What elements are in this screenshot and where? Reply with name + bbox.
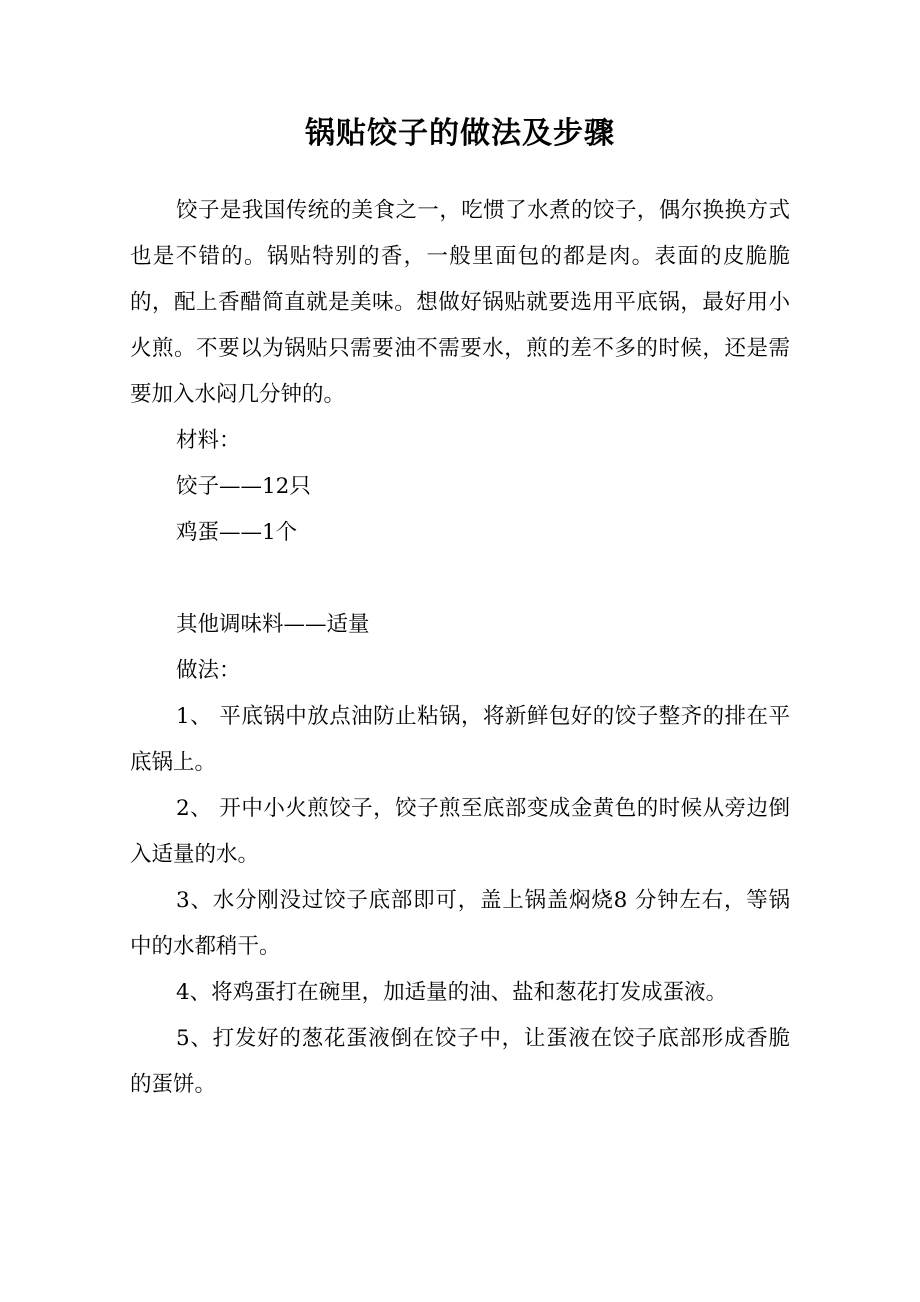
step-item: 5、打发好的葱花蛋液倒在饺子中，让蛋液在饺子底部形成香脆的蛋饼。: [130, 1026, 790, 1097]
document-title: 锅贴饺子的做法及步骤: [305, 116, 615, 151]
step-item: 4、将鸡蛋打在碗里，加适量的油、盐和葱花打发成蛋液。: [176, 980, 728, 1005]
step-item: 3、水分刚没过饺子底部即可，盖上锅盖焖烧8 分钟左右，等锅中的水都稍干。: [130, 888, 790, 959]
intro-paragraph: 饺子是我国传统的美食之一，吃惯了水煮的饺子，偶尔换换方式也是不错的。锅贴特别的香，一般里面包的都是肉。表面的皮脆脆的，配上香醋简直就是美味。想做好锅贴就要选用平底锅，最好用小火煎。不要以为锅贴只需要油不需要水，煎的差不多的时候，还是需要加入水闷几分钟的。: [130, 198, 790, 407]
method-heading: 做法：: [176, 658, 241, 683]
ingredients-heading: 材料：: [176, 428, 241, 453]
step-item: 2、 开中小火煎饺子，饺子煎至底部变成金黄色的时候从旁边倒入适量的水。: [130, 796, 790, 867]
step-item: 1、 平底锅中放点油防止粘锅，将新鲜包好的饺子整齐的排在平底锅上。: [130, 704, 790, 775]
ingredient-item: 饺子——12只: [176, 474, 311, 499]
blank-line: [130, 556, 790, 602]
seasoning-item: 其他调味料——适量: [176, 612, 370, 637]
ingredient-item: 鸡蛋——1个: [176, 520, 298, 545]
document-body: [130, 188, 790, 1108]
